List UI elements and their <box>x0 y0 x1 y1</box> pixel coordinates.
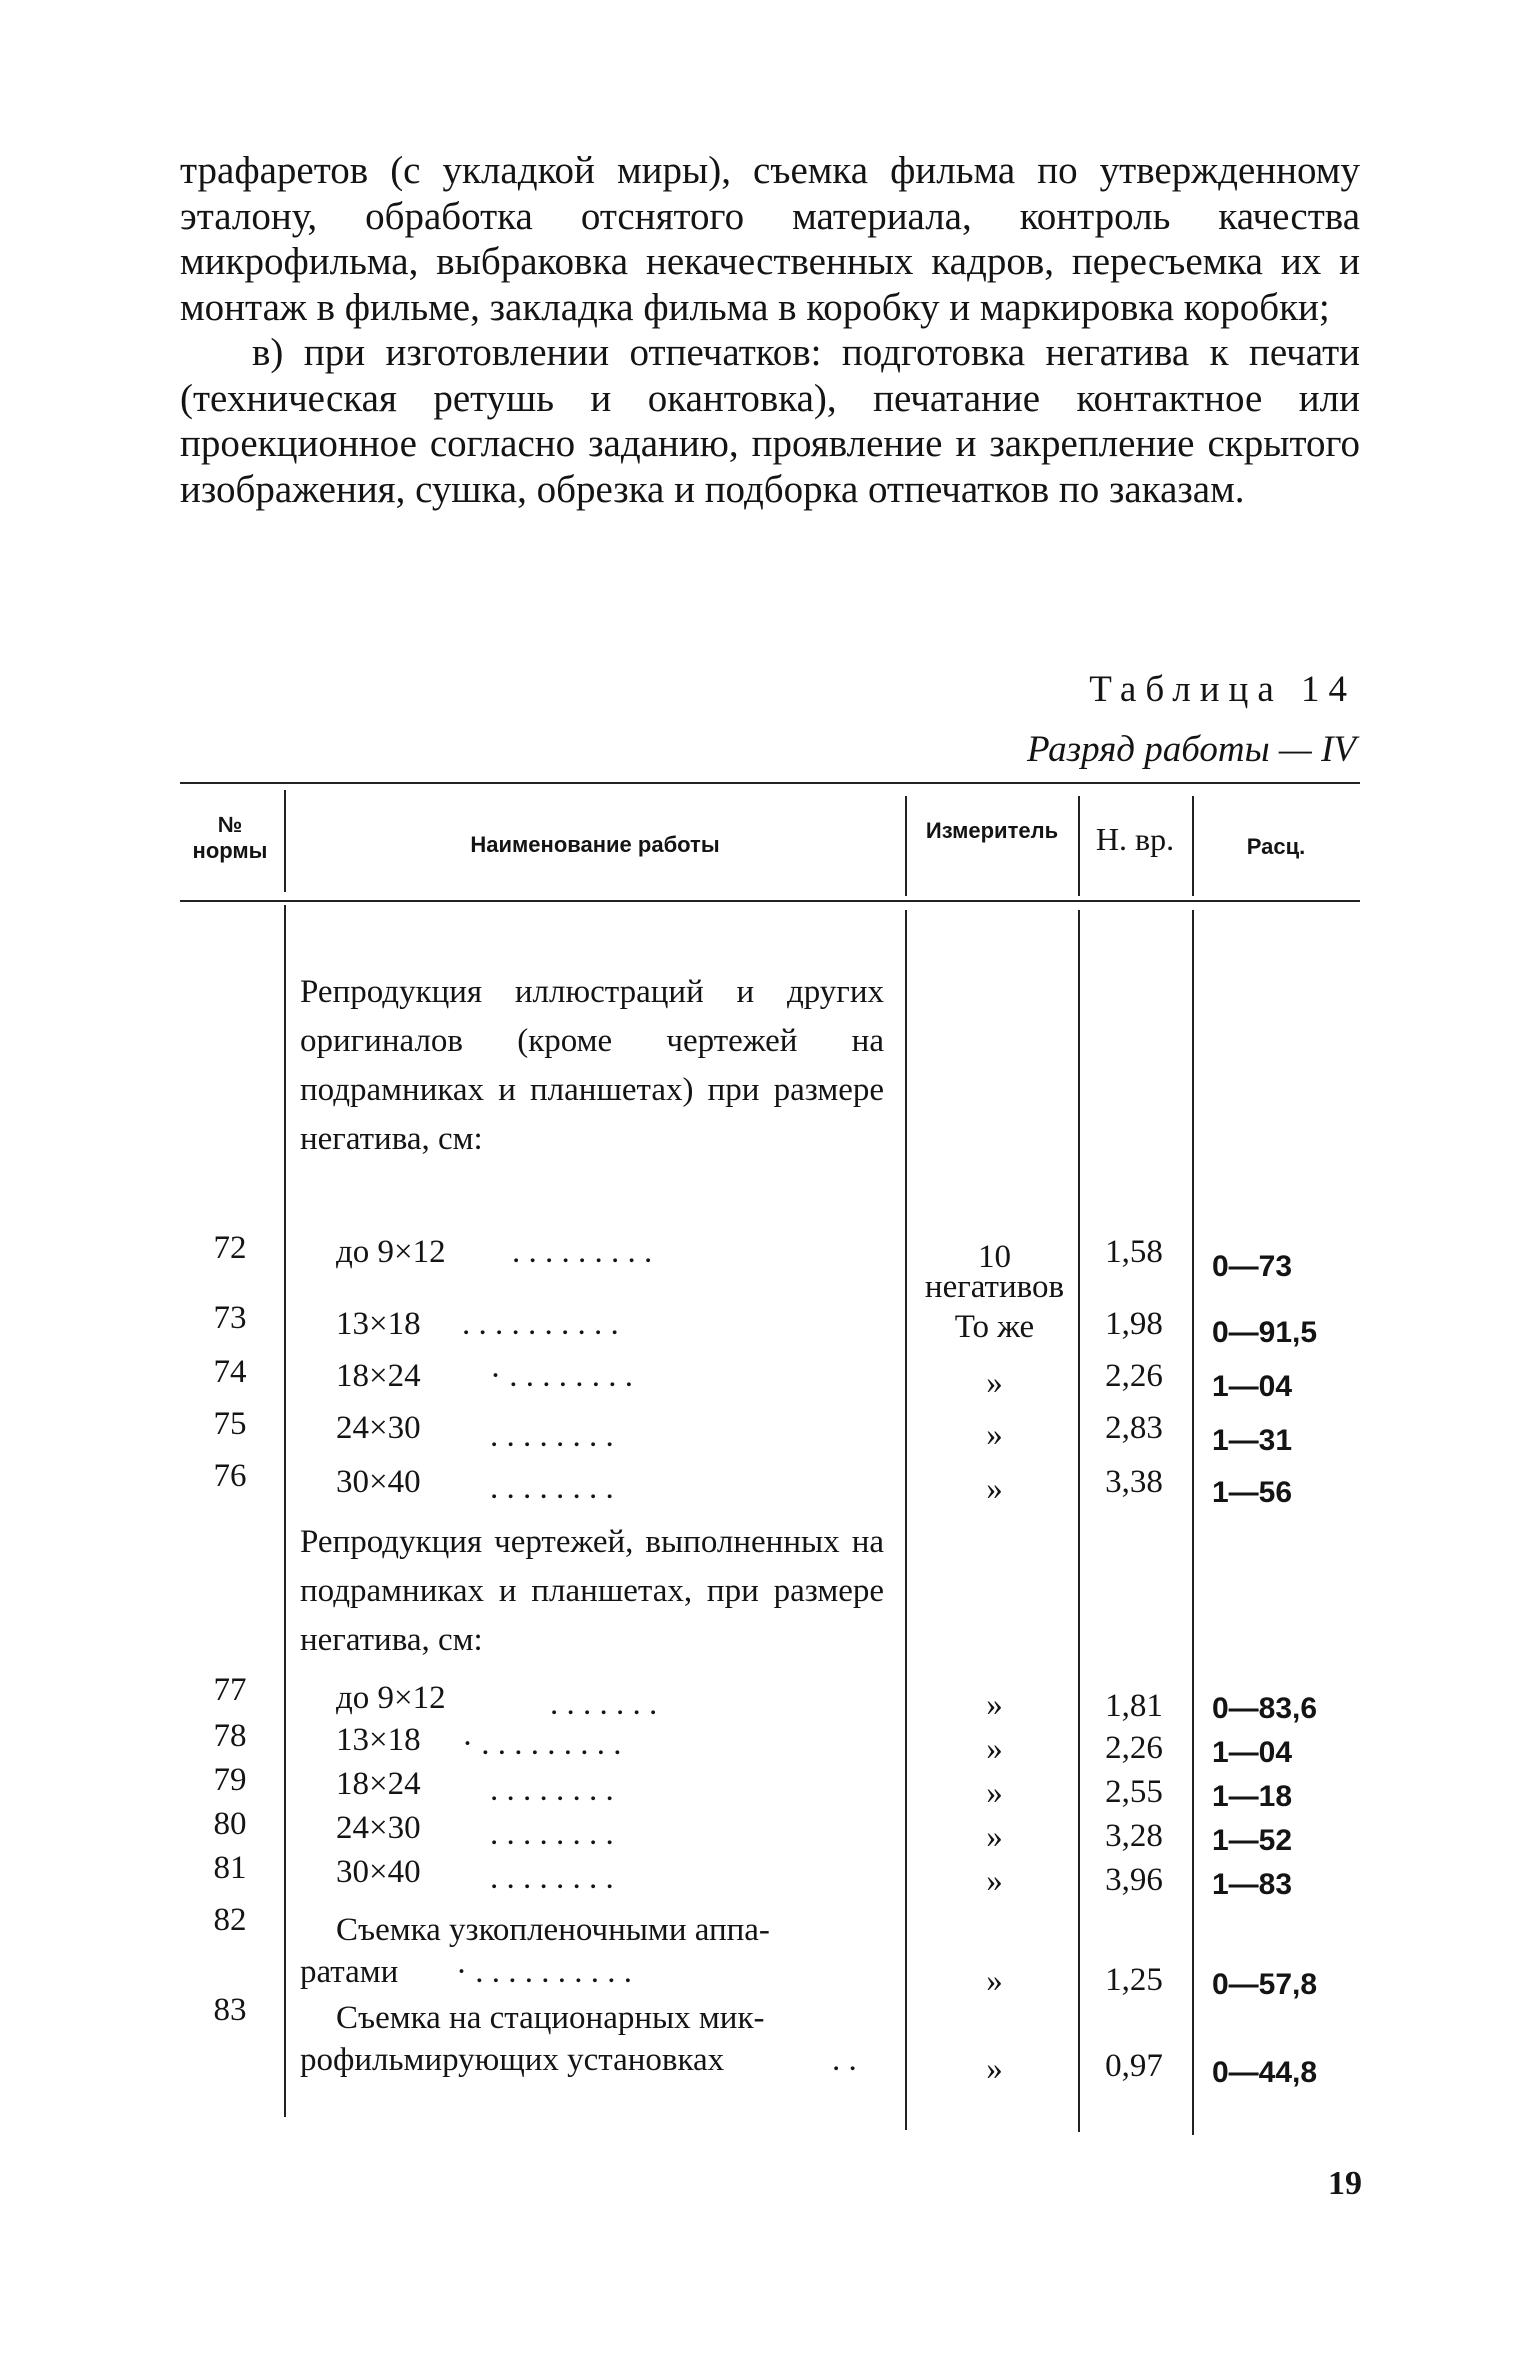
header-measure: Измеритель <box>925 818 1059 843</box>
time-norm: 1,58 <box>1105 1234 1163 1270</box>
norm-number: 83 <box>213 1992 247 2028</box>
work-name-continued: ратами <box>300 1954 399 1990</box>
dot-leader: . . . . . . . . . . <box>462 1306 619 1342</box>
intro-text <box>180 148 1360 512</box>
time-norm: 1,81 <box>1105 1688 1163 1724</box>
time-norm: 2,55 <box>1105 1774 1163 1810</box>
norm-number: 73 <box>213 1300 247 1336</box>
measure-unit: » <box>986 1963 1003 1999</box>
body-divider <box>1078 910 1080 2132</box>
rate-value: 1—18 <box>1212 1780 1293 1813</box>
work-name: Съемка на стационарных мик- <box>336 2000 765 2036</box>
header-divider <box>1192 796 1194 896</box>
dot-leader: . . . . . . . . <box>490 1860 614 1896</box>
rate-value: 1—31 <box>1212 1424 1293 1457</box>
dot-leader: · . . . . . . . . . <box>462 1726 622 1762</box>
norm-number: 80 <box>213 1806 247 1842</box>
header-time: Н. вр. <box>1095 821 1175 857</box>
time-norm: 3,38 <box>1105 1464 1163 1500</box>
time-norm: 3,96 <box>1105 1862 1163 1898</box>
rate-value: 0—73 <box>1212 1250 1293 1283</box>
norm-number: 78 <box>213 1718 247 1754</box>
dot-leader: . . . . . . . . <box>490 1418 614 1454</box>
norm-number: 81 <box>213 1850 247 1886</box>
work-name: 18×24 <box>336 1358 421 1394</box>
work-name: 30×40 <box>336 1464 421 1500</box>
work-name: 18×24 <box>336 1766 421 1802</box>
norm-number: 72 <box>213 1230 247 1266</box>
norm-number: 74 <box>213 1354 247 1390</box>
measure-unit: » <box>986 1365 1003 1401</box>
section-heading: Репродукция иллюстраций и других оригиналов (кроме чертежей на подрамниках и планшетах) при размере негатива, см: <box>300 974 884 1157</box>
work-name: 24×30 <box>336 1810 421 1846</box>
rate-value: 1—04 <box>1212 1370 1293 1403</box>
measure-unit: То же <box>954 1309 1035 1345</box>
norm-number: 76 <box>213 1458 247 1494</box>
header-rate: Расц. <box>1246 834 1306 859</box>
header-divider <box>905 796 907 896</box>
rate-value: 1—52 <box>1212 1824 1293 1857</box>
dot-leader: . . <box>832 2042 857 2078</box>
norm-number: 77 <box>213 1672 247 1708</box>
rate-value: 1—04 <box>1212 1736 1293 1769</box>
rate-value: 1—56 <box>1212 1476 1293 1509</box>
work-name: до 9×12 <box>336 1680 446 1716</box>
measure-unit: » <box>986 2051 1003 2087</box>
time-norm: 2,26 <box>1105 1358 1163 1394</box>
rate-value: 0—44,8 <box>1212 2056 1318 2089</box>
header-divider <box>284 790 286 892</box>
header-no: № нормы <box>192 812 268 863</box>
work-name: Съемка узкопленочными аппа- <box>336 1912 770 1948</box>
table-caption: Таблица 14 <box>1089 669 1356 710</box>
header-name: Наименование работы <box>470 832 720 857</box>
time-norm: 1,25 <box>1105 1962 1163 1998</box>
work-name: 24×30 <box>336 1410 421 1446</box>
work-grade: Разряд работы — IV <box>1026 729 1356 770</box>
dot-leader: · . . . . . . . . <box>490 1358 633 1394</box>
dot-leader: . . . . . . . . <box>490 1816 614 1852</box>
table-header-rule <box>180 900 1360 902</box>
measure-unit: » <box>986 1687 1003 1723</box>
work-name: 13×18 <box>336 1722 421 1758</box>
measure-unit: » <box>986 1819 1003 1855</box>
work-name: 30×40 <box>336 1854 421 1890</box>
time-norm: 0,97 <box>1105 2048 1163 2084</box>
rate-value: 0—57,8 <box>1212 1968 1318 2001</box>
body-divider <box>905 910 907 2130</box>
dot-leader: . . . . . . . . <box>490 1772 614 1808</box>
norm-number: 75 <box>213 1406 247 1442</box>
rate-value: 0—91,5 <box>1212 1316 1318 1349</box>
dot-leader: . . . . . . . . <box>490 1470 614 1506</box>
intro-paragraph-1: трафаретов (с укладкой миры), съемка фильма по утвержденному эталону, обработка отснятого материала, контроль качества микрофильма, выбраковка некачественных кадров, пересъемка их и монтаж в фильме, закладка фильма в коробку и маркировка коробки; <box>180 149 1360 329</box>
time-norm: 2,26 <box>1105 1730 1163 1766</box>
body-divider <box>284 905 286 2117</box>
intro-paragraph-2: в) при изготовлении отпечатков: подготовка негатива к печати (техническая ретушь и окантовка), печатание контактное или проекционное согласно заданию, проявление и закрепление скрытого изображения, сушка, обрезка и подборка отпечатков по заказам. <box>180 331 1360 511</box>
measure-unit: 10 негативов <box>924 1239 1065 1305</box>
time-norm: 1,98 <box>1105 1306 1163 1342</box>
measure-unit: » <box>986 1775 1003 1811</box>
page-number: 19 <box>1328 2165 1362 2202</box>
work-name-continued: рофильмирующих установках <box>300 2042 725 2078</box>
time-norm: 3,28 <box>1105 1818 1163 1854</box>
dot-leader: · . . . . . . . . . . <box>456 1954 632 1990</box>
rate-value: 1—83 <box>1212 1868 1293 1901</box>
table-top-rule <box>180 782 1360 784</box>
time-norm: 2,83 <box>1105 1410 1163 1446</box>
measure-unit: » <box>986 1863 1003 1899</box>
measure-unit: » <box>986 1417 1003 1453</box>
measure-unit: » <box>986 1471 1003 1507</box>
norm-number: 79 <box>213 1762 247 1798</box>
rate-value: 0—83,6 <box>1212 1692 1318 1725</box>
section-heading: Репродукция чертежей, выполненных на подрамниках и планшетах, при размере негатива, см: <box>300 1524 884 1658</box>
work-name: 13×18 <box>336 1306 421 1342</box>
dot-leader: . . . . . . . . . <box>512 1234 653 1270</box>
body-divider <box>1192 910 1194 2135</box>
measure-unit: » <box>986 1731 1003 1767</box>
norm-number: 82 <box>213 1902 247 1938</box>
dot-leader: . . . . . . . <box>550 1686 658 1722</box>
work-name: до 9×12 <box>336 1234 446 1270</box>
